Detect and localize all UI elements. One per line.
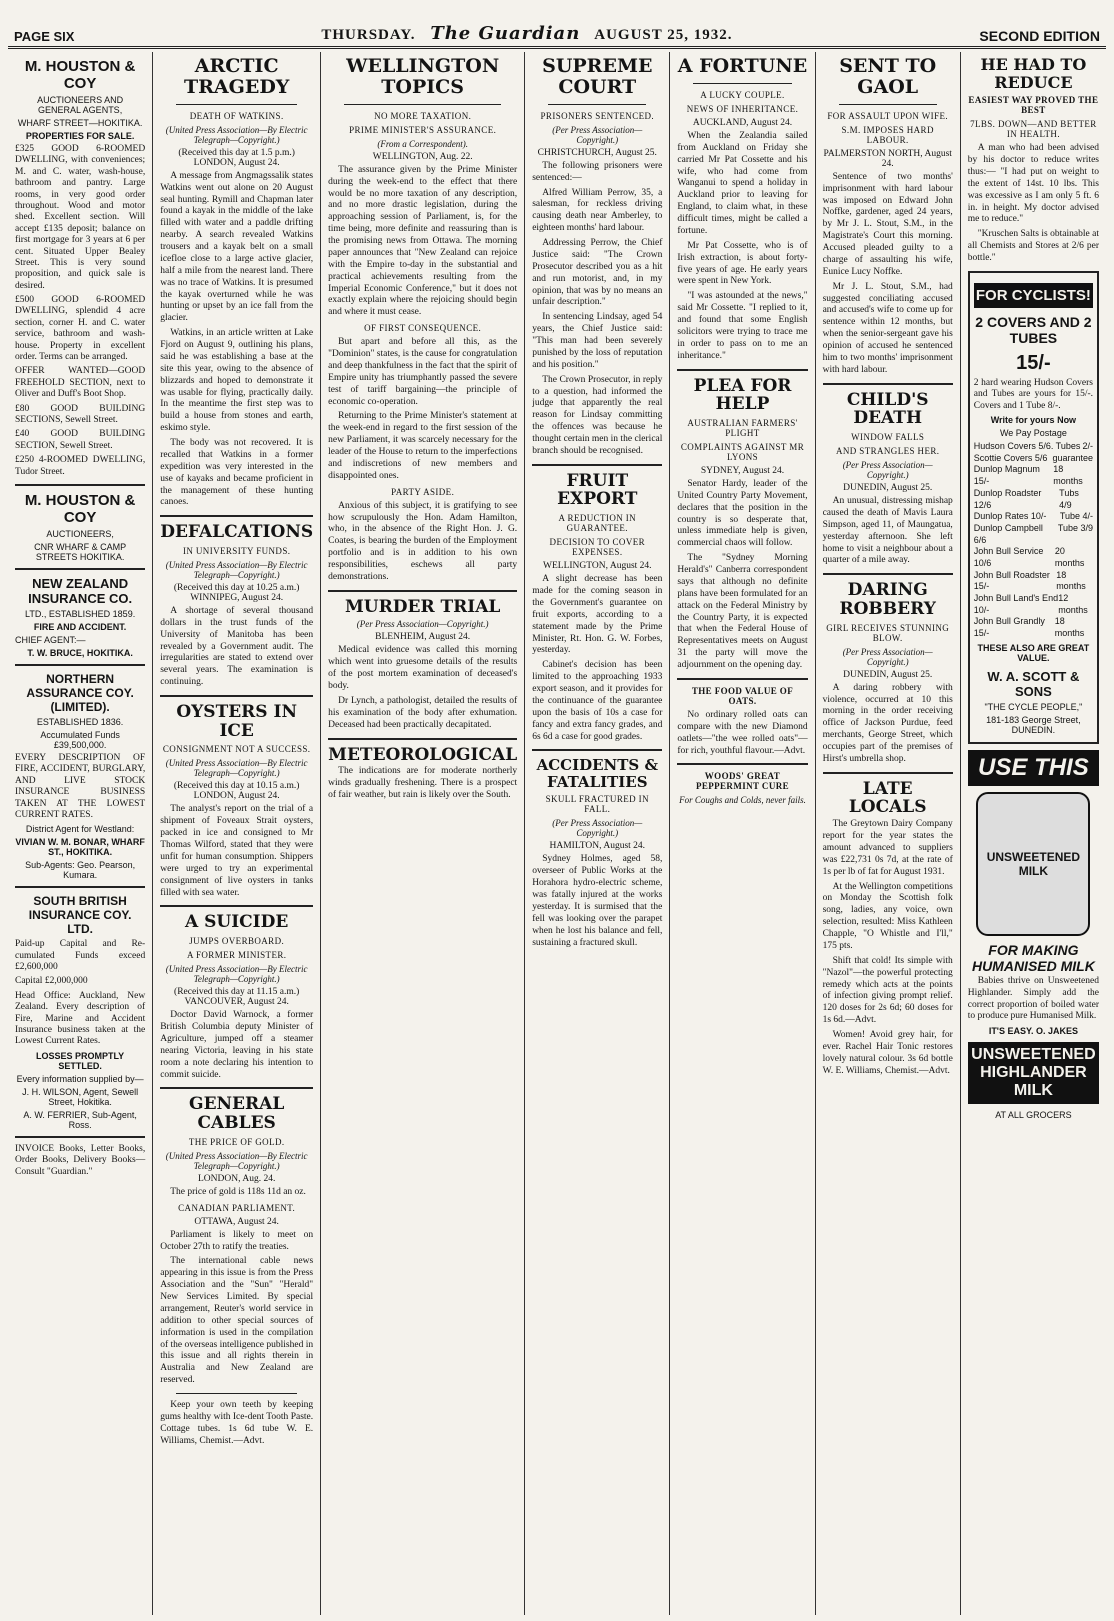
subhead: A REDUCTION IN GUARANTEE. bbox=[558, 513, 637, 534]
dateline: AUCKLAND, August 24. bbox=[692, 117, 793, 128]
divider bbox=[677, 763, 807, 765]
invoice-books-ad: INVOICE Books, Letter Books, Order Books, Delivery Books—Consult "Guardian." bbox=[15, 1143, 146, 1177]
dateline: SYDNEY, August 24. bbox=[700, 465, 785, 476]
dateline: BLENHEIM, August 24. bbox=[375, 632, 471, 643]
headline-arctic-tragedy: ARCTIC TRAGEDY bbox=[183, 55, 290, 98]
masthead-title bbox=[321, 23, 732, 44]
headline-fruit-export: FRUIT EXPORT bbox=[557, 470, 638, 510]
credit: (Per Press Association—Copyright.) bbox=[552, 124, 643, 145]
credit: (United Press Association—By Electric Telegraph—Copyright.) bbox=[165, 1150, 308, 1171]
advert-paragraph: Shift that cold! Its simple with "Nazol"—the powerful protecting remedy which acts at the points of infection giving prompt relief. 120 doses for 2s 6d; 60 doses for 1s 6d.—Advt. bbox=[822, 955, 953, 1026]
divider bbox=[176, 1393, 297, 1394]
ad-role: AUCTIONEERS AND GENERAL AGENTS, bbox=[37, 95, 124, 115]
article-paragraph: The "Sydney Morning Herald's" Canberra correspondent says that although no definite plans have been formulated for an attack on the Federal Ministry by the Country Party, it is expected that when the Federal House of Representatives meets on August 31 the party will move the adjournment on the opening day. bbox=[677, 553, 808, 671]
ad-role-2: AUCTIONEERS, bbox=[46, 528, 114, 539]
tyre-name: John Bull Grandly 15/- bbox=[973, 616, 1045, 639]
subhead: SKULL FRACTURED IN FALL. bbox=[545, 794, 649, 815]
article-paragraph: Addressing Perrow, the Chief Justice said: "The Crown Prosecutor described you as a hit and run motorist, and, in my opinion, that was by no means an unfair description." bbox=[532, 238, 663, 308]
divider bbox=[160, 695, 313, 697]
divider bbox=[15, 664, 145, 666]
ad-firm: M. HOUSTON & COY bbox=[24, 58, 136, 92]
column-1 bbox=[8, 52, 153, 1615]
subhead: WOODS' GREAT PEPPERMINT CURE bbox=[695, 771, 790, 792]
tyre-price-row bbox=[974, 523, 1093, 546]
dateline: (Received this day at 1.5 p.m.) LONDON, August 24. bbox=[178, 147, 295, 168]
dateline: PALMERSTON NORTH, August 24. bbox=[823, 148, 952, 169]
headline-a-fortune: A FORTUNE bbox=[677, 55, 808, 77]
insurance-3-subagent: A. W. FERRIER, Sub-Agent, Ross. bbox=[23, 1109, 137, 1130]
credit: (Per Press Association—Copyright.) bbox=[842, 646, 933, 667]
milk-body: Babies thrive on Unsweetened Highlander. Simply add the correct proportion of boiled water to produce pure Humanised Milk. bbox=[967, 975, 1099, 1022]
insurance-2-funds: Accumulated Funds £39,500,000. bbox=[40, 729, 120, 750]
divider bbox=[15, 886, 145, 888]
article-paragraph: But apart and before all this, as the "Dominion" states, is the cause for congratulation and deep thankfulness in the fact that the spirit of Empire unity has triumphantly passed the severe test of tariff bargaining—the principle of economic co-operation. bbox=[328, 337, 518, 407]
article-paragraph: Doctor David Warnock, a former British Columbia deputy Minister of Agriculture, jumped off a steamer nearing Victoria, leaving in his state room a note declaring his intention to commit suicide. bbox=[160, 1010, 314, 1080]
subhead: NO MORE TAXATION. bbox=[374, 110, 472, 121]
insurance-3-capital: Capital £2,000,000 bbox=[15, 976, 88, 987]
divider bbox=[15, 484, 145, 486]
tyre-price-row bbox=[974, 511, 1093, 523]
tyre-price-row bbox=[974, 488, 1093, 511]
dateline: (Received this day at 10.15 a.m.) LONDON, August 24. bbox=[173, 781, 300, 802]
divider bbox=[532, 749, 662, 751]
subhead: CANADIAN PARLIAMENT. bbox=[178, 1202, 296, 1213]
dateline: (Received this day at 11.15 a.m.) VANCOUVER, August 24. bbox=[174, 987, 300, 1008]
column-7 bbox=[961, 52, 1106, 1615]
subhead: A FORMER MINISTER. bbox=[186, 950, 287, 961]
tyre-name: John Bull Service 10/6 bbox=[973, 546, 1044, 568]
tyre-name: John Bull Roadster 15/- bbox=[973, 569, 1050, 592]
tyre-price: Tube 4/- bbox=[1059, 511, 1093, 522]
milk-making: FOR MAKING HUMANISED MILK bbox=[971, 941, 1095, 974]
column-3 bbox=[321, 52, 525, 1615]
article-paragraph: An unusual, distressing mishap caused the death of Mavis Laura Simpson, aged 11, of Maungatua, yesterday afternoon. She left home to visit a neighbour about a quarter of a mile away. bbox=[822, 496, 953, 566]
tyre-price: 18 months bbox=[1054, 616, 1085, 639]
milk-easy: IT'S EASY. O. JAKES bbox=[988, 1026, 1078, 1037]
subhead: THE FOOD VALUE OF OATS. bbox=[691, 685, 794, 706]
subhead: S.M. IMPOSES HARD LABOUR. bbox=[841, 124, 934, 145]
subhead: DEATH OF WATKINS. bbox=[189, 110, 284, 121]
divider bbox=[160, 1087, 313, 1089]
article-paragraph: "Kruschen Salts is obtainable at all Chemists and Stores at 2/6 per bottle." bbox=[967, 229, 1099, 264]
article-paragraph: A message from Angmagssalik states Watkins went out alone on 20 August seal hunting. Rymill and Chapman later found a kayak in the middle of the lake filled with water and a paddle drifting nearby. A search revealed Watkins trousers and a kayak belt on a small icefloe close to a large active glacier, half a mile from the nearest land. There was no trace of Watkins. It is presumed the kayak overturned while he was hunting or upset by an ice fall from the glacier. bbox=[160, 170, 314, 324]
article-paragraph: At the Wellington competitions on Monday the Scottish folk song, ladies, any voice, own selection, resulted: Miss Kathleen Chapple, "O Whistle and I'll," 175 pts. bbox=[822, 881, 953, 951]
divider bbox=[677, 678, 807, 680]
headline-oysters: OYSTERS IN ICE bbox=[176, 702, 297, 741]
tyre-price: guarantee bbox=[1052, 452, 1093, 463]
headline-suicide: A SUICIDE bbox=[184, 912, 289, 933]
divider bbox=[823, 573, 953, 575]
article-paragraph: Alfred William Perrow, 35, a salesman, for reckless driving causing death near Amberley, to eighteen months' hard labour. bbox=[532, 187, 663, 234]
dateline: DUNEDIN, August 25. bbox=[843, 669, 933, 680]
article-paragraph: When the Zealandia sailed from Auckland on Friday she carried Mr Pat Cossette and his wife, who had come from Wanganui to spend a holiday in Auckland prior to leaving for England, to claim what, in these difficult times, might be called a fortune. bbox=[677, 130, 808, 236]
article-paragraph: The Crown Prosecutor, in reply to a question, had informed the judge that apparently the real reason for Lindsay committing the offences was because he thought certain men in the clerical branch should be recognised. bbox=[532, 374, 663, 456]
article-paragraph: Watkins, in an article written at Lake Fjord on August 9, outlining his plans, said he was establishing a base at the site this year, owing to the absence of blizzards and hoped to demonstrate it was usable for flying, practically daily. In the meantime the first step was to build a house from stones and earth, eskimo style. bbox=[160, 328, 314, 434]
divider bbox=[823, 383, 953, 385]
divider bbox=[15, 1136, 145, 1138]
article-paragraph: Cabinet's decision has been limited to the approaching 1933 export season, and it provides for the continuance of the guarantee upon the basis of 10s a case for fancy and extra fancy grades, and 6s 6d a case for good grades. bbox=[532, 660, 663, 742]
cyclists-postage: We Pay Postage bbox=[999, 428, 1067, 439]
divider bbox=[532, 464, 662, 466]
subhead: DECISION TO COVER EXPENSES. bbox=[549, 537, 646, 558]
credit: (United Press Association—By Electric Telegraph—Copyright.) bbox=[165, 964, 308, 985]
article-paragraph: Dr Lynch, a pathologist, detailed the results of his examination of the body after exhumation. Deceased had been practically decapitated. bbox=[328, 695, 518, 730]
listing-1: £325 GOOD 6-ROOMED DWELLING, with conveniences; M. and C. water, wash-house, bathroom and pantry. Large rooms, in very good order throughout. Wood and motor shed. Excellent section. Will accept £135 deposit; balance on first mortgage for 3 years at 6 per cent. Situated Upper Bealey Street. This is very sound proposition, and quick sale is desired. bbox=[15, 144, 146, 291]
insurance-2-body: EVERY DESCRIPTION OF FIRE, ACCIDENT, BURGLARY, AND LIVE STOCK INSURANCE BUSINESS TAKEN AT THE LOWEST CURRENT RATES. bbox=[15, 752, 146, 820]
dateline: CHRISTCHURCH, August 25. bbox=[537, 147, 657, 158]
tyre-price-row bbox=[974, 616, 1093, 639]
insurance-1-type: FIRE AND ACCIDENT. bbox=[33, 621, 127, 632]
subhead: GIRL RECEIVES STUNNING BLOW. bbox=[826, 622, 950, 643]
headline-general-cables: GENERAL CABLES bbox=[189, 1094, 285, 1134]
can-label: UNSWEETENED MILK bbox=[986, 849, 1081, 878]
insurance-3-info: Every information supplied by— bbox=[16, 1073, 144, 1084]
dateline: (Received this day at 10.25 a.m.) WINNIPEG, August 24. bbox=[173, 582, 300, 603]
divider bbox=[176, 104, 297, 105]
insurance-2-agent: VIVIAN W. M. BONAR, WHARF ST., HOKITIKA. bbox=[15, 837, 145, 858]
column-5 bbox=[670, 52, 815, 1615]
column-2 bbox=[153, 52, 321, 1615]
article-paragraph: The price of gold is 118s 11d an oz. bbox=[170, 1186, 306, 1197]
edition-label: SECOND EDITION bbox=[979, 28, 1100, 44]
article-paragraph: The body was not recovered. It is recalled that Watkins in a former expedition was very interested in the use of kayaks and became proficient in the management of these hunting canoes. bbox=[160, 438, 314, 508]
listing-6: £250 4-ROOMED DWELLING, Tudor Street. bbox=[15, 455, 146, 477]
listing-5: £40 GOOD BUILDING SECTION, Sewell Street. bbox=[15, 429, 146, 451]
divider bbox=[344, 104, 501, 105]
listing-2: £500 GOOD 6-ROOMED DWELLING, splendid 4 acre section, corner H. and C. water service, bathroom and wash-house. Property in excellent order. Terms can be arranged. bbox=[15, 295, 146, 363]
advert-paragraph: Women! Avoid grey hair, for ever. Rachel Hair Tonic restores lovely natural colour. 3s 6d bottle W. E. Williams, Chemist.—Advt. bbox=[822, 1030, 953, 1076]
subhead: PRISONERS SENTENCED. bbox=[540, 110, 655, 121]
listing-4: £80 GOOD BUILDING SECTIONS, Sewell Street. bbox=[15, 403, 146, 425]
subhead: PRIME MINISTER'S ASSURANCE. bbox=[349, 124, 497, 135]
ad-address-2: CNR WHARF & CAMP STREETS HOKITIKA. bbox=[34, 541, 127, 562]
credit: (Per Press Association—Copyright.) bbox=[842, 460, 933, 481]
tyre-price-row bbox=[974, 570, 1093, 593]
article-paragraph: Parliament is likely to meet on October 27th to ratify the treaties. bbox=[160, 1229, 314, 1252]
tyre-price-row bbox=[974, 546, 1093, 569]
divider bbox=[328, 590, 517, 592]
subhead: WINDOW FALLS bbox=[851, 432, 925, 443]
article-paragraph: Mr Pat Cossette, who is of Irish extraction, is about forty-five years of age. He early years were spent in New York. bbox=[677, 240, 808, 287]
divider bbox=[677, 369, 807, 371]
article-paragraph: The assurance given by the Prime Minister during the week-end to the effect that there would be no more taxation of any description, and no more drastic legislation, during the approaching session of Parliament, is, for the time being, more definite and reassuring than is the promising news from Ottawa. The morning paper announces that "New Zealand can rejoice with the Empire to-day in the substantial and practical achievements resulting from the Imperial Economic Conference," but it does not exactly explain where the rejoicing should begin and where it must cease. bbox=[328, 164, 518, 318]
subhead: EASIEST WAY PROVED THE BEST bbox=[968, 95, 1099, 116]
scott-tagline: "THE CYCLE PEOPLE," bbox=[984, 701, 1083, 712]
cyclists-body: 2 hard wearing Hudson Covers and Tubes are yours for 15/-. Covers and 1 Tube 8/-. bbox=[973, 377, 1093, 411]
headline-supreme-court: SUPREME COURT bbox=[542, 55, 653, 98]
insurance-2-est: ESTABLISHED 1836. bbox=[36, 716, 124, 727]
insurance-1-agent: CHIEF AGENT:— bbox=[15, 634, 86, 645]
ad-properties: PROPERTIES FOR SALE. bbox=[25, 131, 135, 141]
tyre-price-row bbox=[974, 453, 1093, 465]
headline-meteorological: METEOROLOGICAL bbox=[328, 744, 518, 765]
column-6 bbox=[816, 52, 961, 1615]
tyre-name: Scottie Covers 5/6 bbox=[973, 452, 1048, 463]
article-paragraph: Mr J. L. Stout, S.M., had suggested conciliating accused and accused's wife to come up for sentence within 12 months, but when the senior-sergeant gave his opinion of accused he sentenced him to two months' imprisonment with hard labour. bbox=[822, 281, 953, 375]
divider bbox=[823, 772, 953, 774]
credit: (Per Press Association—Copyright.) bbox=[552, 818, 643, 839]
advert-paragraph: Keep your own teeth by keeping gums healthy with Ice-dent Tooth Paste. Cottage tubes. 1s 6d tube W. E. Williams, Chemist.—Advt. bbox=[160, 1400, 314, 1446]
credit: (United Press Association—By Electric Telegraph—Copyright.) bbox=[165, 758, 308, 779]
credit: (From a Correspondent). bbox=[377, 138, 468, 149]
tyre-price: Tube 3/9 bbox=[1057, 522, 1094, 533]
tyre-name: Dunlop Magnum 15/- bbox=[973, 464, 1040, 487]
tyre-price: 12 months bbox=[1058, 593, 1088, 615]
tyre-name: Dunlop Rates 10/- bbox=[973, 511, 1047, 522]
insurance-3-agent: J. H. WILSON, Agent, Sewell Street, Hokitika. bbox=[22, 1086, 139, 1107]
use-this-banner: USE THIS bbox=[968, 750, 1099, 786]
subhead: COMPLAINTS AGAINST MR LYONS bbox=[680, 441, 805, 462]
dateline: LONDON, Aug. 24. bbox=[198, 1173, 276, 1184]
credit: (United Press Association—By Electric Telegraph—Copyright.) bbox=[165, 124, 308, 145]
tyre-price: 18 months bbox=[1053, 464, 1083, 487]
milk-can-image bbox=[976, 792, 1090, 936]
headline-late-locals: LATE LOCALS bbox=[848, 778, 927, 818]
article-paragraph: The Greytown Dairy Company report for the year states the amount advanced to suppliers was £22,731 0s 7d, at the rate of 1s per lb of fat for August 1931. bbox=[822, 819, 953, 877]
tyre-price: Tubs 4/9 bbox=[1059, 487, 1079, 510]
article-paragraph: A daring robbery with violence, occurred at 10 this morning in the order receiving office of Jackson Purdue, feed merchants, George Street, which occupies part of the premises of Hirst's umbrella shop. bbox=[822, 682, 953, 764]
headline-defalcations: DEFALCATIONS bbox=[160, 522, 314, 543]
masthead-day: THURSDAY. bbox=[321, 27, 416, 43]
headline-daring-robbery: DARING ROBBERY bbox=[839, 580, 936, 619]
insurance-3-body: Head Office: Auckland, New Zealand. Every description of Fire, Marine and Accident Insurance business taken at the Lowest Current Rates. bbox=[15, 990, 146, 1047]
article-paragraph: Sydney Holmes, aged 58, overseer of Public Works at the Horahora hydro-electric scheme, was fatally injured at the works yesterday. It is surmised that the fell was looking over the parapet when he lost his balance and fell, sustaining a fractured skull. bbox=[532, 854, 663, 948]
subhead: AND STRANGLES HER. bbox=[835, 446, 940, 457]
subhead: PARTY ASIDE. bbox=[391, 486, 455, 497]
divider bbox=[15, 568, 145, 570]
article-paragraph: The international cable news appearing in this issue is from the Press Association and the "Sun" "Herald" New Services Limited. By special arrangement, Reuter's world service in addition to other special sources of information is used in the compilation of the overseas intelligence published in this issue and all rights therein in Australia and New Zealand are reserved. bbox=[160, 1256, 314, 1386]
ad-firm-2: M. HOUSTON & COY bbox=[24, 491, 136, 526]
subhead: AUSTRALIAN FARMERS' PLIGHT bbox=[687, 417, 798, 438]
listing-3: OFFER WANTED—GOOD FREEHOLD SECTION, next to Oliver and Duff's Boot Shop. bbox=[15, 366, 146, 400]
article-paragraph: In sentencing Lindsay, aged 54 years, the Chief Justice said: "This man had been severely punished by the loss of reputation and his position." bbox=[532, 312, 663, 370]
insurance-1-agent-name: T. W. BRUCE, HOKITIKA. bbox=[27, 647, 133, 658]
divider bbox=[693, 83, 791, 84]
subhead: 7LBS. DOWN—AND BETTER IN HEALTH. bbox=[970, 119, 1097, 140]
divider bbox=[160, 515, 313, 517]
article-paragraph: A shortage of several thousand dollars in the trust funds of the University of Manitoba has been revealed by a Government audit. The irregularities are stated to extend over several years. The examination is continuing. bbox=[160, 605, 314, 688]
credit: (United Press Association—By Electric Telegraph—Copyright.) bbox=[165, 559, 308, 580]
tyre-price-row bbox=[974, 441, 1093, 453]
insurance-3-funds: Paid-up Capital and Re-cumulated Funds exceed £2,600,000 bbox=[15, 939, 146, 973]
article-paragraph: Returning to the Prime Minister's statement at the week-end in regard to the first session of the new Parliament, it was scarcely necessary for the leader of the House to return to the imperfections and indiscretions of new members and disappointed ones. bbox=[328, 411, 518, 481]
dateline: OTTAWA, August 24. bbox=[194, 1216, 279, 1227]
tyre-name: Dunlop Campbell 6/6 bbox=[973, 522, 1043, 545]
insurance-1-title: NEW ZEALAND INSURANCE CO. bbox=[28, 575, 133, 606]
tyre-price: 2/- bbox=[1082, 441, 1093, 452]
headline-he-had-to-reduce: HE HAD TO REDUCE bbox=[980, 55, 1087, 92]
insurance-2-title: NORTHERN ASSURANCE COY. (LIMITED). bbox=[26, 671, 134, 714]
divider bbox=[328, 738, 517, 740]
dateline: DUNEDIN, August 25. bbox=[843, 483, 933, 494]
tyre-price-row bbox=[974, 464, 1093, 487]
cyclists-offer: 2 COVERS AND 2 TUBES bbox=[975, 313, 1092, 346]
subhead: FOR ASSAULT UPON WIFE. bbox=[827, 110, 949, 121]
tyre-price-list bbox=[974, 441, 1093, 640]
article-paragraph: The analyst's report on the trial of a shipment of Foveaux Strait oysters, packed in ice and consigned to Mr Thomas Wilford, stated that they were unfit for human consumption. Shippers were urged to try an experimental consignment of live oysters in tanks filled with sea water. bbox=[160, 804, 314, 898]
cyclists-ad bbox=[968, 271, 1099, 744]
article-paragraph: Senator Hardy, leader of the United Country Party Movement, declares that the position in the country is so desperate that, unless immediate help is given, commercial chaos will follow. bbox=[677, 478, 808, 549]
cyclists-cta: Write for yours Now bbox=[990, 415, 1077, 426]
divider bbox=[548, 104, 646, 105]
insurance-2-subagents: Sub-Agents: Geo. Pearson, Kumara. bbox=[25, 860, 136, 881]
tyre-price-row bbox=[974, 593, 1093, 616]
tyre-name: John Bull Land's End 10/- bbox=[973, 593, 1059, 615]
cyclists-banner: FOR CYCLISTS! bbox=[974, 283, 1093, 308]
subhead: IN UNIVERSITY FUNDS. bbox=[182, 545, 291, 556]
dateline: HAMILTON, August 24. bbox=[549, 841, 646, 852]
page-number: PAGE SIX bbox=[14, 29, 75, 44]
headline-plea-for-help: PLEA FOR HELP bbox=[693, 375, 792, 415]
insurance-2-district: District Agent for Westland: bbox=[25, 824, 135, 835]
divider bbox=[160, 905, 313, 907]
headline-sent-to-gaol: SENT TO GAOL bbox=[839, 55, 937, 98]
insurance-1-est: LTD., ESTABLISHED 1859. bbox=[24, 608, 136, 619]
article-paragraph: Medical evidence was called this morning which went into gruesome details of the results of the post mortem examination of deceased's body. bbox=[328, 645, 518, 692]
tyre-price: 20 months bbox=[1054, 546, 1085, 568]
tyre-price: 18 months bbox=[1056, 569, 1086, 592]
headline-childs-death: CHILD'S DEATH bbox=[846, 389, 929, 429]
milk-grocers: AT ALL GROCERS bbox=[995, 1110, 1072, 1121]
article-paragraph: Sentence of two months' imprisonment with hard labour was imposed on Edward John Noffke, gardener, aged 24 years, by Mr J. L. Stout, S.M., in the Magistrate's Court this morning. Accused pleaded guilty to a charge of assaulting his wife, Eunice Lucy Noffke. bbox=[822, 171, 953, 277]
subhead: NEWS OF INHERITANCE. bbox=[686, 103, 799, 114]
credit: (Per Press Association—Copyright.) bbox=[356, 619, 489, 630]
scott-firm: W. A. SCOTT & SONS bbox=[987, 668, 1080, 699]
dateline: WELLINGTON, August 24. bbox=[543, 561, 652, 572]
article-paragraph: A man who had been advised by his doctor to reduce writes thus:— "I had put on weight to the extent of 14st. 10 lbs. This was excessive as I am only 5 ft. 6 in. in height. My doctor advised me to reduce." bbox=[967, 143, 1099, 225]
article-paragraph: "I was astounded at the news," said Mr Cossette. "I replied to it, and found that some English solicitors were trying to trace me in order to pass on to me an inheritance." bbox=[677, 291, 808, 361]
article-paragraph: The indications are for moderate northerly winds gradually freshening. There is a prospect of fair weather, but rain is likely over the South. bbox=[328, 766, 518, 801]
paper-name: The Guardian bbox=[430, 23, 581, 44]
headline-accidents: ACCIDENTS & FATALITIES bbox=[536, 756, 659, 791]
dateline: WELLINGTON, Aug. 22. bbox=[372, 151, 473, 162]
milk-brand: UNSWEETENED HIGHLANDER MILK bbox=[968, 1042, 1099, 1104]
subhead: A LUCKY COUPLE. bbox=[700, 89, 785, 100]
divider bbox=[839, 104, 937, 105]
scott-address: 181-183 George Street, DUNEDIN. bbox=[986, 714, 1081, 735]
columns bbox=[8, 52, 1106, 1615]
advert-paragraph: No ordinary rolled oats can compare with the new Diamond oatlets—"the wee rolled oats"—for rich, youthful flavour.—Advt. bbox=[677, 709, 808, 756]
headline-murder-trial: MURDER TRIAL bbox=[344, 596, 501, 617]
headline-wellington-topics: WELLINGTON TOPICS bbox=[346, 55, 500, 98]
masthead bbox=[8, 14, 1106, 49]
article-paragraph: Anxious of this subject, it is gratifying to see how scrupulously the Hon. Adam Hamilton, who, in the absence of the Right Hon. J. G. Coates, is bearing the burden of the Employment portfolio and is in addition to his own responsibilities, eschews all party demonstrations. bbox=[328, 500, 518, 582]
column-4 bbox=[525, 52, 670, 1615]
article-paragraph: The following prisoners were sentenced:— bbox=[532, 160, 663, 183]
tyre-name: Dunlop Roadster 12/6 bbox=[973, 487, 1042, 510]
subhead: CONSIGNMENT NOT A SUCCESS. bbox=[162, 744, 311, 755]
tyre-name: Hudson Covers 5/6. Tubes bbox=[973, 441, 1081, 452]
subhead: JUMPS OVERBOARD. bbox=[189, 936, 285, 947]
ad-address: WHARF STREET—HOKITIKA. bbox=[17, 118, 143, 128]
article-paragraph: A slight decrease has been made for the coming season in the Government's guarantee on fruit exports, according to a statement made by the Prime Minister, Rt. Hon. G. W. Forbes, yesterday. bbox=[532, 574, 663, 656]
subhead: THE PRICE OF GOLD. bbox=[188, 1136, 285, 1147]
subhead: OF FIRST CONSEQUENCE. bbox=[364, 323, 482, 334]
credit: For Coughs and Colds, never fails. bbox=[679, 795, 806, 806]
insurance-3-losses: LOSSES PROMPTLY SETTLED. bbox=[36, 1050, 125, 1071]
masthead-date: AUGUST 25, 1932. bbox=[594, 27, 733, 43]
cyclists-also: THESE ALSO ARE GREAT VALUE. bbox=[977, 642, 1090, 663]
insurance-3-title: SOUTH BRITISH INSURANCE COY. LTD. bbox=[28, 894, 132, 937]
cyclists-price: 15/- bbox=[1016, 351, 1051, 374]
